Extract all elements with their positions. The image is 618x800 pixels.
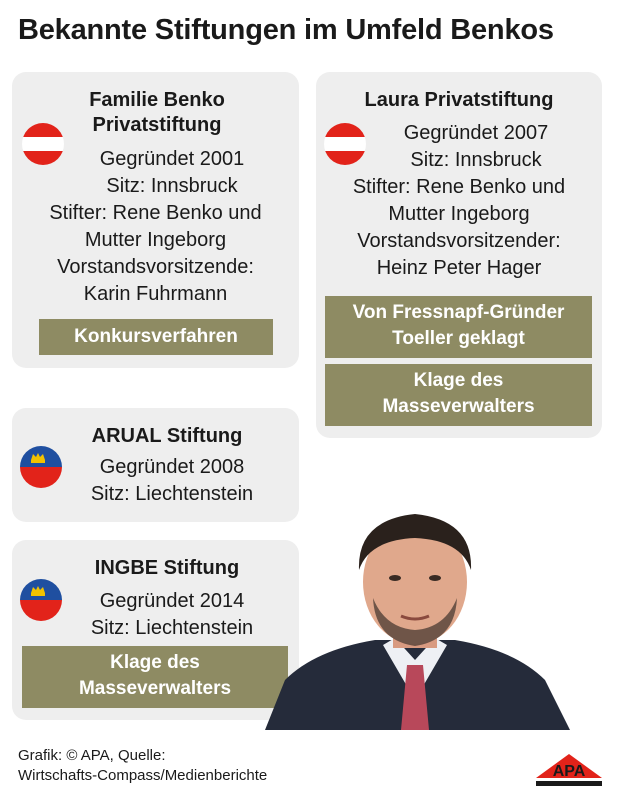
status-tag xyxy=(22,646,288,708)
source-credit xyxy=(18,746,267,786)
info-line: Gegründet 2008 xyxy=(99,456,245,478)
info-line: Vorstandsvorsitzender: xyxy=(357,230,561,252)
info-line: Mutter Ingeborg xyxy=(84,229,227,251)
credit-line: Wirtschafts-Compass/Medienberichte xyxy=(18,767,268,784)
info-line: Vorstandsvorsitzende: xyxy=(57,256,254,278)
card-title-line: INGBE Stiftung xyxy=(94,557,240,579)
info-line: Sitz: Liechtenstein xyxy=(90,483,254,505)
info-line: Sitz: Innsbruck xyxy=(106,175,238,197)
info-line: Gegründet 2001 xyxy=(99,148,245,170)
info-line: Sitz: Innsbruck xyxy=(410,149,542,171)
logo-text: APA xyxy=(552,763,586,780)
info-line: Sitz: Liechtenstein xyxy=(90,617,254,639)
card-title-line: Privatstiftung xyxy=(92,114,222,136)
info-line: Karin Fuhrmann xyxy=(83,283,228,305)
card-laura xyxy=(316,72,602,438)
card-title-line: Familie Benko xyxy=(89,89,225,111)
tag-label: Konkursverfahren xyxy=(74,326,238,347)
info-line: Gegründet 2007 xyxy=(403,122,549,144)
tag-label: Masseverwalters xyxy=(78,678,232,699)
credit-line: Grafik: © APA, Quelle: xyxy=(18,747,166,764)
status-tag xyxy=(39,319,273,355)
card-title-line: ARUAL Stiftung xyxy=(91,425,243,447)
card-familie-benko xyxy=(12,72,299,368)
status-tag xyxy=(325,296,592,358)
apa-logo xyxy=(534,752,604,788)
status-tag xyxy=(325,364,592,426)
page-title: Bekannte Stiftungen im Umfeld Benkos xyxy=(18,14,554,46)
info-line: Heinz Peter Hager xyxy=(376,257,542,279)
info-line: Stifter: Rene Benko und xyxy=(49,202,262,224)
tag-label: Von Fressnapf-Gründer xyxy=(352,302,565,323)
info-line: Stifter: Rene Benko und xyxy=(352,176,566,198)
card-title-line: Laura Privatstiftung xyxy=(364,89,554,111)
info-line: Gegründet 2014 xyxy=(99,590,245,612)
info-line: Mutter Ingeborg xyxy=(388,203,530,225)
tag-label: Klage des xyxy=(110,652,200,673)
tag-label: Toeller geklagt xyxy=(392,328,525,349)
portrait-photo xyxy=(255,500,575,730)
tag-label: Masseverwalters xyxy=(382,396,535,417)
tag-label: Klage des xyxy=(413,370,504,391)
